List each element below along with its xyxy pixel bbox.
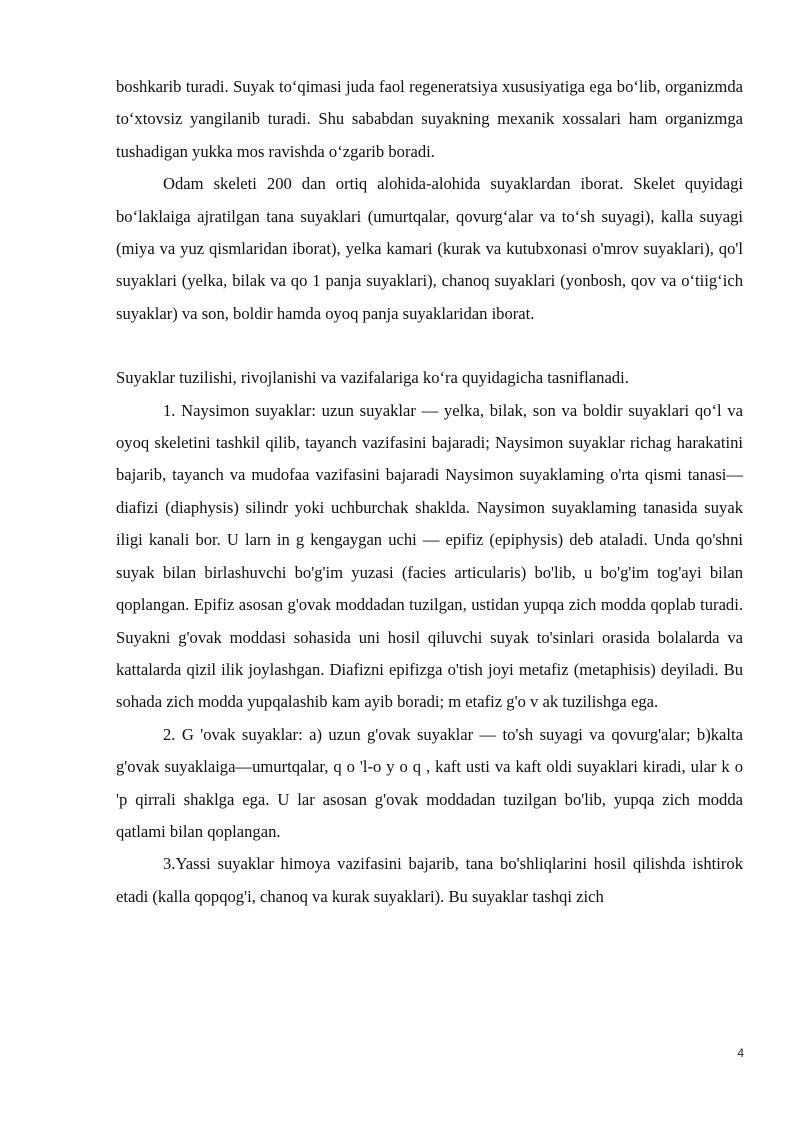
page-body xyxy=(116,71,743,913)
paragraph-flat-bones: 3.Yassi suyaklar himoya vazifasini bajarib, tana bo'shliqlarini hosil qilishda ishtirok etadi (kalla qopqog'i, chanoq va kurak suyaklari). Bu suyaklar tashqi zich xyxy=(116,854,743,906)
paragraph-skeleton-overview: Odam skeleti 200 dan ortiq alohida-alohida suyaklardan iborat. Skelet quyidagi bo‘laklaiga ajratilgan tana suyaklari (umurtqalar, qovurg‘alar va to‘sh suyagi), kalla suyagi (miya va yuz qismlaridan iborat), yelka kamari (kurak va kutubxonasi o'mrov suyaklari), qo'l suyaklari (yelka, bilak va qo 1 panja suyaklari), chanoq suyaklari (yonbosh, qov va o‘tiig‘ich suyaklar) va son, boldir hamda oyoq panja suyaklaridan iborat. xyxy=(116,174,743,323)
paragraph-tubular-bones: 1. Naysimon suyaklar: uzun suyaklar — yelka, bilak, son va boldir suyaklari qo‘l va oyoq skeletini tashkil qilib, tayanch vazifasini bajaradi; Naysimon suyaklar richag harakatini bajarib, tayanch va mudofaa vazifasini bajaradi Naysimon suyaklaming o'rta qismi tanasi— diafizi (diaphysis) silindr yoki uchburchak shaklda. Naysimon suyaklaming tanasida suyak iligi kanali bor. U larn in g kengaygan uchi — epifiz (epiphysis) deb ataladi. Unda qo'shni suyak bilan birlashuvchi bo'g'im yuzasi (facies articularis) bo'lib, u bo'g'im tog'ayi bilan qoplangan. Epifiz asosan g'ovak moddadan tuzilgan, ustidan yupqa zich modda qoplab turadi. Suyakni g'ovak moddasi sohasida uni hosil qiluvchi suyak to'sinlari orasida bolalarda va kattalarda qizil ilik joylashgan. Diafizni epifizga o'tish joyi metafiz (metaphisis) deyiladi. Bu sohada zich modda yupqalashib kam ayib boradi; m etafiz g'o v ak tuzilishga ega. xyxy=(116,400,743,712)
paragraph-continuation: boshkarib turadi. Suyak to‘qimasi juda faol regeneratsiya xususiyatiga ega bo‘lib, organizmda to‘xtovsiz yangilanib turadi. Shu sababdan suyakning mexanik xossalari ham organizmga tushadigan yukka mos ravishda o‘zgarib boradi. xyxy=(116,77,743,161)
paragraph-classification-intro: Suyaklar tuzilishi, rivojlanishi va vazifalariga ko‘ra quyidagicha tasniflanadi. xyxy=(116,368,629,388)
page-number: 4 xyxy=(737,1046,744,1060)
paragraph-spongy-bones: 2. G 'ovak suyaklar: a) uzun g'ovak suyaklar — to'sh suyagi va qovurg'alar; b)kalta g'ovak suyaklaiga—umurtqalar, q o 'l-o y o q , kaft usti va kaft oldi suyaklari kiradi, ular k o 'p qirrali shaklga ega. U lar asosan g'ovak moddadan tuzilgan bo'lib, yupqa zich modda qatlami bilan qoplangan. xyxy=(116,724,743,841)
